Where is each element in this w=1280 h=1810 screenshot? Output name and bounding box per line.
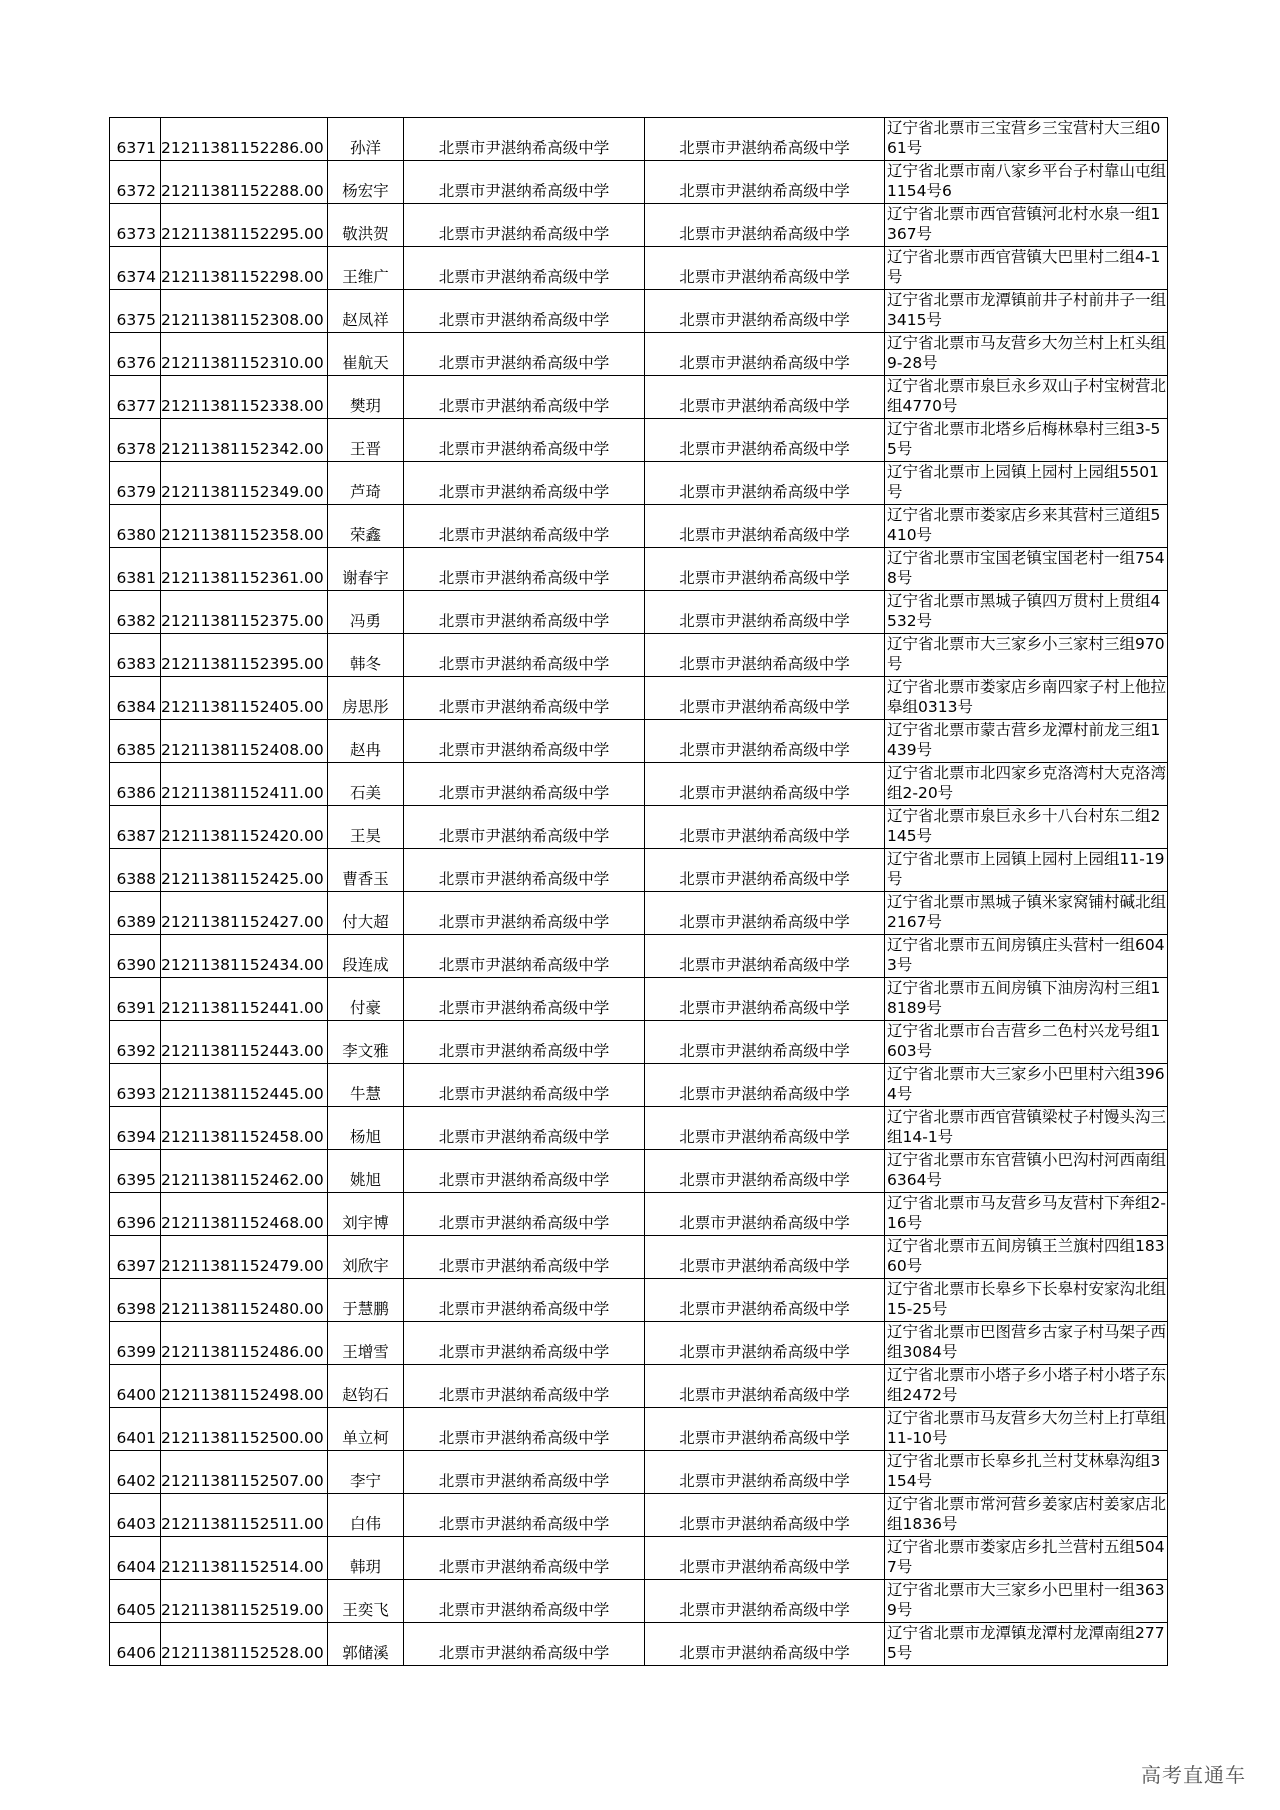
row-index: 6404 [110,1537,161,1580]
row-index: 6395 [110,1150,161,1193]
table-row [110,1365,1168,1408]
table-row [110,290,1168,333]
table-row [110,591,1168,634]
roster-sheet [109,117,1167,1666]
row-index: 6376 [110,333,161,376]
student-name: 郭储溪 [328,1623,404,1666]
home-address: 辽宁省北票市西官营镇梁杖子村馒头沟三组14-1号 [885,1107,1168,1150]
graduated-school: 北票市尹湛纳希高级中学 [404,548,645,591]
graduated-school: 北票市尹湛纳希高级中学 [404,505,645,548]
admitted-school: 北票市尹湛纳希高级中学 [645,1150,885,1193]
admitted-school: 北票市尹湛纳希高级中学 [645,935,885,978]
graduated-school: 北票市尹湛纳希高级中学 [404,1150,645,1193]
graduated-school: 北票市尹湛纳希高级中学 [404,1236,645,1279]
student-name: 王维广 [328,247,404,290]
row-index: 6392 [110,1021,161,1064]
home-address: 辽宁省北票市大三家乡小巴里村一组3639号 [885,1580,1168,1623]
home-address: 辽宁省北票市龙潭镇龙潭村龙潭南组2775号 [885,1623,1168,1666]
table-row [110,161,1168,204]
graduated-school: 北票市尹湛纳希高级中学 [404,1064,645,1107]
student-name: 赵凤祥 [328,290,404,333]
table-row [110,1580,1168,1623]
exam-number: 21211381152338.00 [161,376,328,419]
admitted-school: 北票市尹湛纳希高级中学 [645,419,885,462]
exam-number: 21211381152361.00 [161,548,328,591]
home-address: 辽宁省北票市马友营乡马友营村下奔组2-16号 [885,1193,1168,1236]
exam-number: 21211381152486.00 [161,1322,328,1365]
table-row [110,849,1168,892]
graduated-school: 北票市尹湛纳希高级中学 [404,1193,645,1236]
home-address: 辽宁省北票市大三家乡小三家村三组970号 [885,634,1168,677]
row-index: 6398 [110,1279,161,1322]
student-name: 曹香玉 [328,849,404,892]
graduated-school: 北票市尹湛纳希高级中学 [404,333,645,376]
home-address: 辽宁省北票市西官营镇大巴里村二组4-1号 [885,247,1168,290]
admitted-school: 北票市尹湛纳希高级中学 [645,634,885,677]
admitted-school: 北票市尹湛纳希高级中学 [645,1365,885,1408]
row-index: 6402 [110,1451,161,1494]
row-index: 6387 [110,806,161,849]
graduated-school: 北票市尹湛纳希高级中学 [404,978,645,1021]
exam-number: 21211381152349.00 [161,462,328,505]
row-index: 6389 [110,892,161,935]
row-index: 6403 [110,1494,161,1537]
admitted-school: 北票市尹湛纳希高级中学 [645,1064,885,1107]
student-name: 谢春宇 [328,548,404,591]
exam-number: 21211381152342.00 [161,419,328,462]
table-row [110,720,1168,763]
student-name: 石美 [328,763,404,806]
table-row [110,1107,1168,1150]
graduated-school: 北票市尹湛纳希高级中学 [404,161,645,204]
exam-number: 21211381152479.00 [161,1236,328,1279]
exam-number: 21211381152528.00 [161,1623,328,1666]
student-name: 刘宇博 [328,1193,404,1236]
table-row [110,1021,1168,1064]
graduated-school: 北票市尹湛纳希高级中学 [404,1580,645,1623]
table-row [110,118,1168,161]
home-address: 辽宁省北票市五间房镇庄头营村一组6043号 [885,935,1168,978]
home-address: 辽宁省北票市五间房镇王兰旗村四组18360号 [885,1236,1168,1279]
admitted-school: 北票市尹湛纳希高级中学 [645,505,885,548]
home-address: 辽宁省北票市上园镇上园村上园组11-19号 [885,849,1168,892]
student-name: 房思彤 [328,677,404,720]
watermark: 高考直通车 [1141,1763,1246,1787]
student-name: 牛慧 [328,1064,404,1107]
home-address: 辽宁省北票市常河营乡姜家店村姜家店北组1836号 [885,1494,1168,1537]
home-address: 辽宁省北票市蒙古营乡龙潭村前龙三组1439号 [885,720,1168,763]
exam-number: 21211381152411.00 [161,763,328,806]
student-name: 李文雅 [328,1021,404,1064]
table-row [110,978,1168,1021]
home-address: 辽宁省北票市三宝营乡三宝营村大三组061号 [885,118,1168,161]
graduated-school: 北票市尹湛纳希高级中学 [404,677,645,720]
admitted-school: 北票市尹湛纳希高级中学 [645,161,885,204]
graduated-school: 北票市尹湛纳希高级中学 [404,935,645,978]
student-name: 冯勇 [328,591,404,634]
table-row [110,1064,1168,1107]
home-address: 辽宁省北票市马友营乡大勿兰村上杠头组9-28号 [885,333,1168,376]
home-address: 辽宁省北票市台吉营乡二色村兴龙号组1603号 [885,1021,1168,1064]
exam-number: 21211381152425.00 [161,849,328,892]
student-name: 付豪 [328,978,404,1021]
graduated-school: 北票市尹湛纳希高级中学 [404,376,645,419]
exam-number: 21211381152511.00 [161,1494,328,1537]
student-name: 段连成 [328,935,404,978]
exam-number: 21211381152308.00 [161,290,328,333]
student-name: 单立柯 [328,1408,404,1451]
table-row [110,376,1168,419]
exam-number: 21211381152395.00 [161,634,328,677]
row-index: 6379 [110,462,161,505]
admitted-school: 北票市尹湛纳希高级中学 [645,333,885,376]
student-name: 姚旭 [328,1150,404,1193]
student-name: 孙洋 [328,118,404,161]
table-row [110,1279,1168,1322]
graduated-school: 北票市尹湛纳希高级中学 [404,1365,645,1408]
student-name: 付大超 [328,892,404,935]
row-index: 6393 [110,1064,161,1107]
exam-number: 21211381152295.00 [161,204,328,247]
graduated-school: 北票市尹湛纳希高级中学 [404,591,645,634]
home-address: 辽宁省北票市上园镇上园村上园组5501号 [885,462,1168,505]
table-row [110,1451,1168,1494]
home-address: 辽宁省北票市五间房镇下油房沟村三组18189号 [885,978,1168,1021]
graduated-school: 北票市尹湛纳希高级中学 [404,118,645,161]
graduated-school: 北票市尹湛纳希高级中学 [404,720,645,763]
student-name: 王晋 [328,419,404,462]
table-row [110,462,1168,505]
table-row [110,1236,1168,1279]
admitted-school: 北票市尹湛纳希高级中学 [645,720,885,763]
graduated-school: 北票市尹湛纳希高级中学 [404,763,645,806]
table-row [110,1322,1168,1365]
home-address: 辽宁省北票市龙潭镇前井子村前井子一组3415号 [885,290,1168,333]
home-address: 辽宁省北票市小塔子乡小塔子村小塔子东组2472号 [885,1365,1168,1408]
exam-number: 21211381152358.00 [161,505,328,548]
home-address: 辽宁省北票市大三家乡小巴里村六组3964号 [885,1064,1168,1107]
home-address: 辽宁省北票市宝国老镇宝国老村一组7548号 [885,548,1168,591]
table-row [110,1193,1168,1236]
table-row [110,677,1168,720]
row-index: 6375 [110,290,161,333]
row-index: 6399 [110,1322,161,1365]
table-row [110,1494,1168,1537]
row-index: 6374 [110,247,161,290]
exam-number: 21211381152500.00 [161,1408,328,1451]
exam-number: 21211381152408.00 [161,720,328,763]
home-address: 辽宁省北票市北四家乡克洛湾村大克洛湾组2-20号 [885,763,1168,806]
exam-number: 21211381152420.00 [161,806,328,849]
row-index: 6382 [110,591,161,634]
home-address: 辽宁省北票市西官营镇河北村水泉一组1367号 [885,204,1168,247]
home-address: 辽宁省北票市娄家店乡南四家子村上他拉皋组0313号 [885,677,1168,720]
graduated-school: 北票市尹湛纳希高级中学 [404,290,645,333]
admitted-school: 北票市尹湛纳希高级中学 [645,892,885,935]
student-name: 白伟 [328,1494,404,1537]
admitted-school: 北票市尹湛纳希高级中学 [645,1451,885,1494]
student-name: 于慧鹏 [328,1279,404,1322]
exam-number: 21211381152427.00 [161,892,328,935]
student-name: 杨旭 [328,1107,404,1150]
home-address: 辽宁省北票市巴图营乡古家子村马架子西组3084号 [885,1322,1168,1365]
row-index: 6378 [110,419,161,462]
student-name: 李宁 [328,1451,404,1494]
exam-number: 21211381152519.00 [161,1580,328,1623]
row-index: 6383 [110,634,161,677]
exam-number: 21211381152405.00 [161,677,328,720]
roster-table [109,117,1168,1666]
row-index: 6381 [110,548,161,591]
exam-number: 21211381152310.00 [161,333,328,376]
home-address: 辽宁省北票市黑城子镇四万贯村上贯组4532号 [885,591,1168,634]
admitted-school: 北票市尹湛纳希高级中学 [645,204,885,247]
admitted-school: 北票市尹湛纳希高级中学 [645,462,885,505]
table-row [110,1408,1168,1451]
student-name: 韩冬 [328,634,404,677]
home-address: 辽宁省北票市北塔乡后梅林皋村三组3-55号 [885,419,1168,462]
admitted-school: 北票市尹湛纳希高级中学 [645,247,885,290]
row-index: 6394 [110,1107,161,1150]
graduated-school: 北票市尹湛纳希高级中学 [404,1408,645,1451]
home-address: 辽宁省北票市泉巨永乡十八台村东二组2145号 [885,806,1168,849]
student-name: 敬洪贺 [328,204,404,247]
roster-body [110,118,1168,1666]
admitted-school: 北票市尹湛纳希高级中学 [645,1236,885,1279]
exam-number: 21211381152462.00 [161,1150,328,1193]
table-row [110,1150,1168,1193]
student-name: 荣鑫 [328,505,404,548]
home-address: 辽宁省北票市娄家店乡来其营村三道组5410号 [885,505,1168,548]
home-address: 辽宁省北票市东官营镇小巴沟村河西南组6364号 [885,1150,1168,1193]
exam-number: 21211381152375.00 [161,591,328,634]
admitted-school: 北票市尹湛纳希高级中学 [645,1279,885,1322]
row-index: 6373 [110,204,161,247]
table-row [110,505,1168,548]
table-row [110,333,1168,376]
exam-number: 21211381152507.00 [161,1451,328,1494]
row-index: 6405 [110,1580,161,1623]
admitted-school: 北票市尹湛纳希高级中学 [645,1193,885,1236]
graduated-school: 北票市尹湛纳希高级中学 [404,204,645,247]
exam-number: 21211381152298.00 [161,247,328,290]
table-row [110,419,1168,462]
home-address: 辽宁省北票市长皋乡下长皋村安家沟北组15-25号 [885,1279,1168,1322]
table-row [110,892,1168,935]
row-index: 6396 [110,1193,161,1236]
table-row [110,1623,1168,1666]
row-index: 6377 [110,376,161,419]
graduated-school: 北票市尹湛纳希高级中学 [404,1107,645,1150]
table-row [110,1537,1168,1580]
admitted-school: 北票市尹湛纳希高级中学 [645,118,885,161]
admitted-school: 北票市尹湛纳希高级中学 [645,849,885,892]
admitted-school: 北票市尹湛纳希高级中学 [645,1537,885,1580]
home-address: 辽宁省北票市马友营乡大勿兰村上打草组11-10号 [885,1408,1168,1451]
row-index: 6400 [110,1365,161,1408]
admitted-school: 北票市尹湛纳希高级中学 [645,290,885,333]
home-address: 辽宁省北票市南八家乡平台子村靠山屯组1154号6 [885,161,1168,204]
student-name: 赵冉 [328,720,404,763]
exam-number: 21211381152434.00 [161,935,328,978]
student-name: 杨宏宇 [328,161,404,204]
row-index: 6401 [110,1408,161,1451]
graduated-school: 北票市尹湛纳希高级中学 [404,849,645,892]
row-index: 6406 [110,1623,161,1666]
admitted-school: 北票市尹湛纳希高级中学 [645,1580,885,1623]
graduated-school: 北票市尹湛纳希高级中学 [404,1623,645,1666]
student-name: 韩玥 [328,1537,404,1580]
row-index: 6372 [110,161,161,204]
graduated-school: 北票市尹湛纳希高级中学 [404,806,645,849]
admitted-school: 北票市尹湛纳希高级中学 [645,1494,885,1537]
row-index: 6380 [110,505,161,548]
exam-number: 21211381152480.00 [161,1279,328,1322]
row-index: 6385 [110,720,161,763]
table-row [110,935,1168,978]
admitted-school: 北票市尹湛纳希高级中学 [645,548,885,591]
graduated-school: 北票市尹湛纳希高级中学 [404,1322,645,1365]
student-name: 王昊 [328,806,404,849]
table-row [110,548,1168,591]
home-address: 辽宁省北票市泉巨永乡双山子村宝树营北组4770号 [885,376,1168,419]
graduated-school: 北票市尹湛纳希高级中学 [404,419,645,462]
home-address: 辽宁省北票市黑城子镇米家窝铺村碱北组2167号 [885,892,1168,935]
graduated-school: 北票市尹湛纳希高级中学 [404,1537,645,1580]
row-index: 6391 [110,978,161,1021]
exam-number: 21211381152445.00 [161,1064,328,1107]
admitted-school: 北票市尹湛纳希高级中学 [645,591,885,634]
exam-number: 21211381152441.00 [161,978,328,1021]
admitted-school: 北票市尹湛纳希高级中学 [645,1021,885,1064]
graduated-school: 北票市尹湛纳希高级中学 [404,1279,645,1322]
row-index: 6390 [110,935,161,978]
table-row [110,806,1168,849]
table-row [110,763,1168,806]
exam-number: 21211381152498.00 [161,1365,328,1408]
graduated-school: 北票市尹湛纳希高级中学 [404,634,645,677]
admitted-school: 北票市尹湛纳希高级中学 [645,806,885,849]
student-name: 王增雪 [328,1322,404,1365]
row-index: 6388 [110,849,161,892]
exam-number: 21211381152458.00 [161,1107,328,1150]
row-index: 6371 [110,118,161,161]
graduated-school: 北票市尹湛纳希高级中学 [404,247,645,290]
exam-number: 21211381152514.00 [161,1537,328,1580]
student-name: 赵钧石 [328,1365,404,1408]
admitted-school: 北票市尹湛纳希高级中学 [645,763,885,806]
row-index: 6386 [110,763,161,806]
graduated-school: 北票市尹湛纳希高级中学 [404,462,645,505]
admitted-school: 北票市尹湛纳希高级中学 [645,376,885,419]
admitted-school: 北票市尹湛纳希高级中学 [645,1623,885,1666]
home-address: 辽宁省北票市长皋乡扎兰村艾林皋沟组3154号 [885,1451,1168,1494]
admitted-school: 北票市尹湛纳希高级中学 [645,1322,885,1365]
row-index: 6397 [110,1236,161,1279]
home-address: 辽宁省北票市娄家店乡扎兰营村五组5047号 [885,1537,1168,1580]
admitted-school: 北票市尹湛纳希高级中学 [645,1107,885,1150]
table-row [110,247,1168,290]
admitted-school: 北票市尹湛纳希高级中学 [645,677,885,720]
graduated-school: 北票市尹湛纳希高级中学 [404,1451,645,1494]
student-name: 崔航天 [328,333,404,376]
exam-number: 21211381152443.00 [161,1021,328,1064]
student-name: 樊玥 [328,376,404,419]
admitted-school: 北票市尹湛纳希高级中学 [645,978,885,1021]
table-row [110,204,1168,247]
student-name: 芦琦 [328,462,404,505]
graduated-school: 北票市尹湛纳希高级中学 [404,1494,645,1537]
student-name: 刘欣宇 [328,1236,404,1279]
exam-number: 21211381152286.00 [161,118,328,161]
admitted-school: 北票市尹湛纳希高级中学 [645,1408,885,1451]
graduated-school: 北票市尹湛纳希高级中学 [404,892,645,935]
row-index: 6384 [110,677,161,720]
exam-number: 21211381152288.00 [161,161,328,204]
table-row [110,634,1168,677]
student-name: 王奕飞 [328,1580,404,1623]
exam-number: 21211381152468.00 [161,1193,328,1236]
graduated-school: 北票市尹湛纳希高级中学 [404,1021,645,1064]
